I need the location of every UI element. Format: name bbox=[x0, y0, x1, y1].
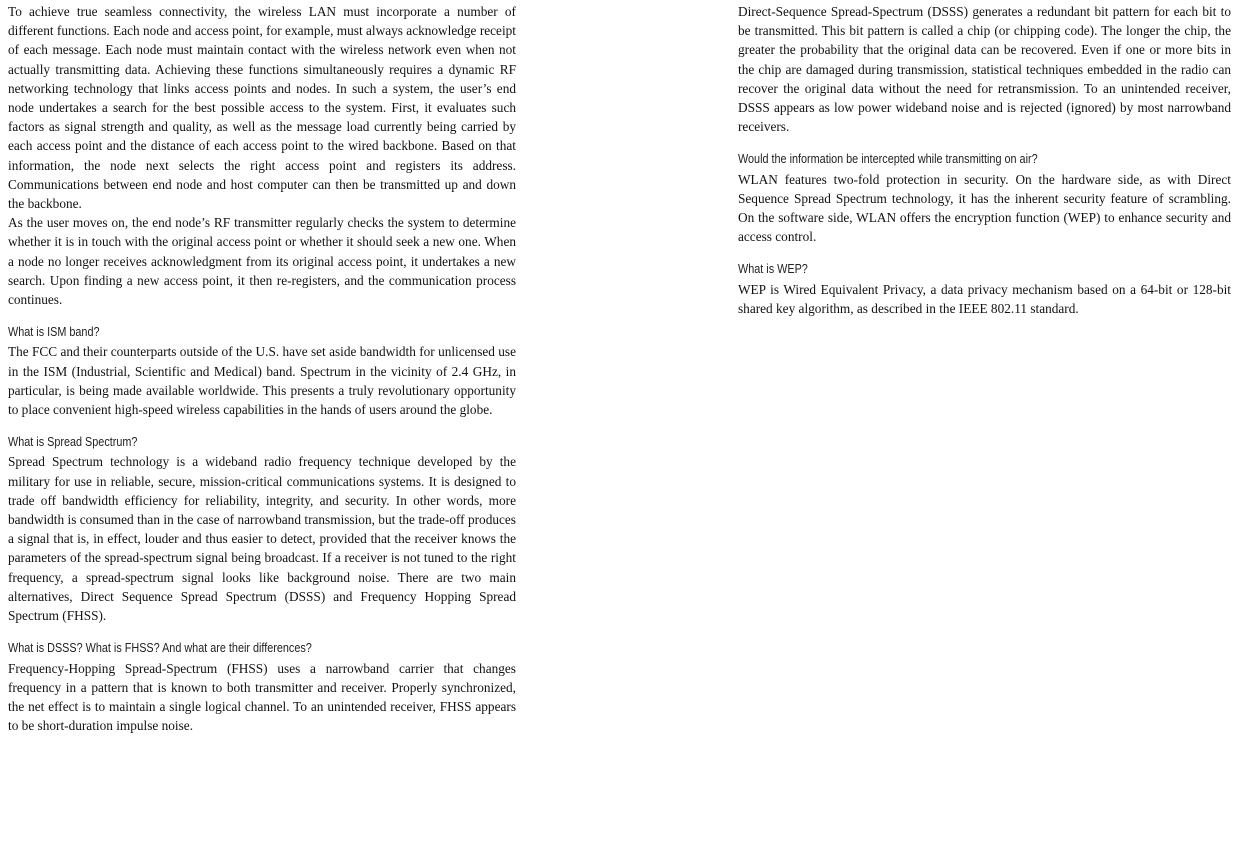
roaming-paragraph: As the user moves on, the end node’s RF transmitter regularly checks the system to determine whether it is in touch with the original access point or whether it should seek a new one. When a node no longer receives acknowledgment from its original access point, it undertakes a new search. Upon finding a new access point, it then re-registers, and the communication process continues. bbox=[8, 215, 516, 308]
left-column bbox=[8, 2, 516, 735]
spread-spectrum-heading: What is Spread Spectrum? bbox=[8, 435, 138, 450]
interception-paragraph: WLAN features two-fold protection in security. On the hardware side, as with Direct Sequence Spread Spectrum technology, it has the inherent security feature of scrambling. On the software side, WLAN offers the encryption function (WEP) to enhance security and access control. bbox=[738, 171, 1231, 245]
section-gap bbox=[738, 246, 1231, 260]
dsss-paragraph: Direct-Sequence Spread-Spectrum (DSSS) generates a redundant bit pattern for each bit to be transmitted. This bit pattern is called a chip (or chipping code). The longer the chip, the greater the probability that the original data can be recovered. Even if one or more bits in the chip are damaged during transmission, statistical techniques embedded in the radio can recover the original data without the need for retransmission. To an unintended receiver, DSSS appears as low power wideband noise and is rejected (ignored) by most narrowband receivers. bbox=[738, 4, 1231, 135]
dsss-fhss-heading: What is DSSS? What is FHSS? And what are their differences? bbox=[8, 641, 312, 656]
fhss-paragraph: Frequency-Hopping Spread-Spectrum (FHSS) uses a narrowband carrier that changes frequency in a pattern that is known to both transmitter and receiver. Properly synchronized, the net effect is to maintain a single logical channel. To an unintended receiver, FHSS appears to be short-duration impulse noise. bbox=[8, 660, 516, 734]
section-gap bbox=[8, 419, 516, 433]
interception-heading: Would the information be intercepted while transmitting on air? bbox=[738, 152, 1038, 167]
right-column bbox=[738, 2, 1231, 318]
section-gap bbox=[738, 136, 1231, 150]
ism-band-paragraph: The FCC and their counterparts outside of the U.S. have set aside bandwidth for unlicensed use in the ISM (Industrial, Scientific and Medical) band. Spectrum in the vicinity of 2.4 GHz, in particular, is being made available worldwide. This presents a truly revolutionary opportunity to place convenient high-speed wireless capabilities in the hands of users around the globe. bbox=[8, 344, 516, 418]
wep-paragraph: WEP is Wired Equivalent Privacy, a data privacy mechanism based on a 64-bit or 128-bit shared key algorithm, as described in the IEEE 802.11 standard. bbox=[738, 281, 1231, 316]
spread-spectrum-paragraph: Spread Spectrum technology is a wideband radio frequency technique developed by the military for use in reliable, secure, mission-critical communications systems. It is designed to trade off bandwidth efficiency for reliability, integrity, and security. In other words, more bandwidth is consumed than in the case of narrowband transmission, but the trade-off produces a signal that is, in effect, louder and thus easier to detect, provided that the receiver knows the parameters of the spread-spectrum signal being broadcast. If a receiver is not tuned to the right frequency, a spread-spectrum signal looks like background noise. There are two main alternatives, Direct Sequence Spread Spectrum (DSSS) and Frequency Hopping Spread Spectrum (FHSS). bbox=[8, 454, 516, 624]
ism-band-heading: What is ISM band? bbox=[8, 325, 100, 340]
wep-heading: What is WEP? bbox=[738, 262, 808, 277]
section-gap bbox=[8, 309, 516, 323]
intro-paragraph: To achieve true seamless connectivity, the wireless LAN must incorporate a number of different functions. Each node and access point, for example, must always acknowledge receipt of each message. Each node must maintain contact with the wireless network even when not actually transmitting data. Achieving these functions simultaneously requires a dynamic RF networking technology that links access points and nodes. In such a system, the user’s end node undertakes a search for the best possible access to the system. First, it evaluates such factors as signal strength and quality, as well as the message load currently being carried by each access point and the distance of each access point to the wired backbone. Based on that information, the node next selects the right access point and registers its address. Communications between end node and host computer can then be transmitted up and down the backbone. bbox=[8, 4, 516, 212]
section-gap bbox=[8, 625, 516, 639]
